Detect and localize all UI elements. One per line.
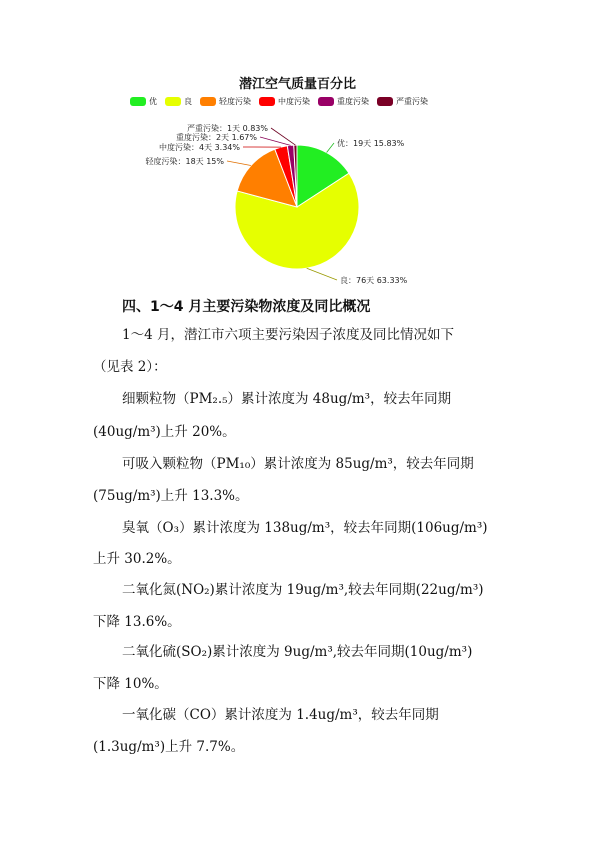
pie-chart bbox=[0, 0, 595, 300]
leader-line-0 bbox=[327, 143, 334, 153]
no2-line-2: 下降 13.6%。 bbox=[93, 614, 181, 630]
legend-label: 严重污染 bbox=[396, 97, 428, 106]
pm10-line-2: (75ug/m³)上升 13.3%。 bbox=[93, 488, 249, 504]
chart-title: 潜江空气质量百分比 bbox=[238, 77, 356, 92]
o3-line-2: 上升 30.2%。 bbox=[93, 551, 181, 567]
so2-line-1: 二氧化硫(SO₂)累计浓度为 9ug/m³,较去年同期(10ug/m³) bbox=[122, 644, 473, 660]
co-line-2: (1.3ug/m³)上升 7.7%。 bbox=[93, 739, 245, 755]
data-label-4: 重度污染：2天 1.67% bbox=[175, 133, 257, 142]
leader-line-2 bbox=[227, 161, 251, 166]
no2-line-1: 二氧化氮(NO₂)累计浓度为 19ug/m³,较去年同期(22ug/m³) bbox=[122, 582, 484, 598]
legend-label: 良 bbox=[184, 97, 192, 106]
legend-label: 重度污染 bbox=[337, 97, 369, 106]
leader-line-5 bbox=[271, 128, 295, 145]
data-label-3: 中度污染：4天 3.34% bbox=[158, 143, 240, 152]
intro-line-2: （见表 2）： bbox=[93, 359, 167, 375]
so2-line-2: 下降 10%。 bbox=[93, 676, 168, 692]
legend-label: 轻度污染 bbox=[219, 97, 251, 106]
data-label-0: 优：19天 15.83% bbox=[337, 139, 405, 148]
legend-label: 中度污染 bbox=[278, 97, 310, 106]
pm25-line-1: 细颗粒物（PM₂.₅）累计浓度为 48ug/m³，较去年同期 bbox=[122, 391, 452, 407]
data-label-5: 严重污染：1天 0.83% bbox=[186, 124, 268, 133]
pm25-line-2: (40ug/m³)上升 20%。 bbox=[93, 424, 236, 440]
leader-line-1 bbox=[307, 268, 337, 280]
o3-line-1: 臭氧（O₃）累计浓度为 138ug/m³，较去年同期(106ug/m³) bbox=[122, 520, 488, 536]
pm10-line-1: 可吸入颗粒物（PM₁₀）累计浓度为 85ug/m³，较去年同期 bbox=[122, 456, 474, 472]
legend-label: 优 bbox=[149, 97, 157, 106]
data-label-2: 轻度污染：18天 15% bbox=[145, 157, 224, 166]
intro-line-1: 1～4 月，潜江市六项主要污染因子浓度及同比情况如下 bbox=[122, 327, 454, 343]
data-label-1: 良：76天 63.33% bbox=[340, 276, 408, 285]
co-line-1: 一氧化碳（CO）累计浓度为 1.4ug/m³，较去年同期 bbox=[122, 707, 439, 723]
section-heading: 四、1～4 月主要污染物浓度及同比概况 bbox=[122, 299, 371, 315]
